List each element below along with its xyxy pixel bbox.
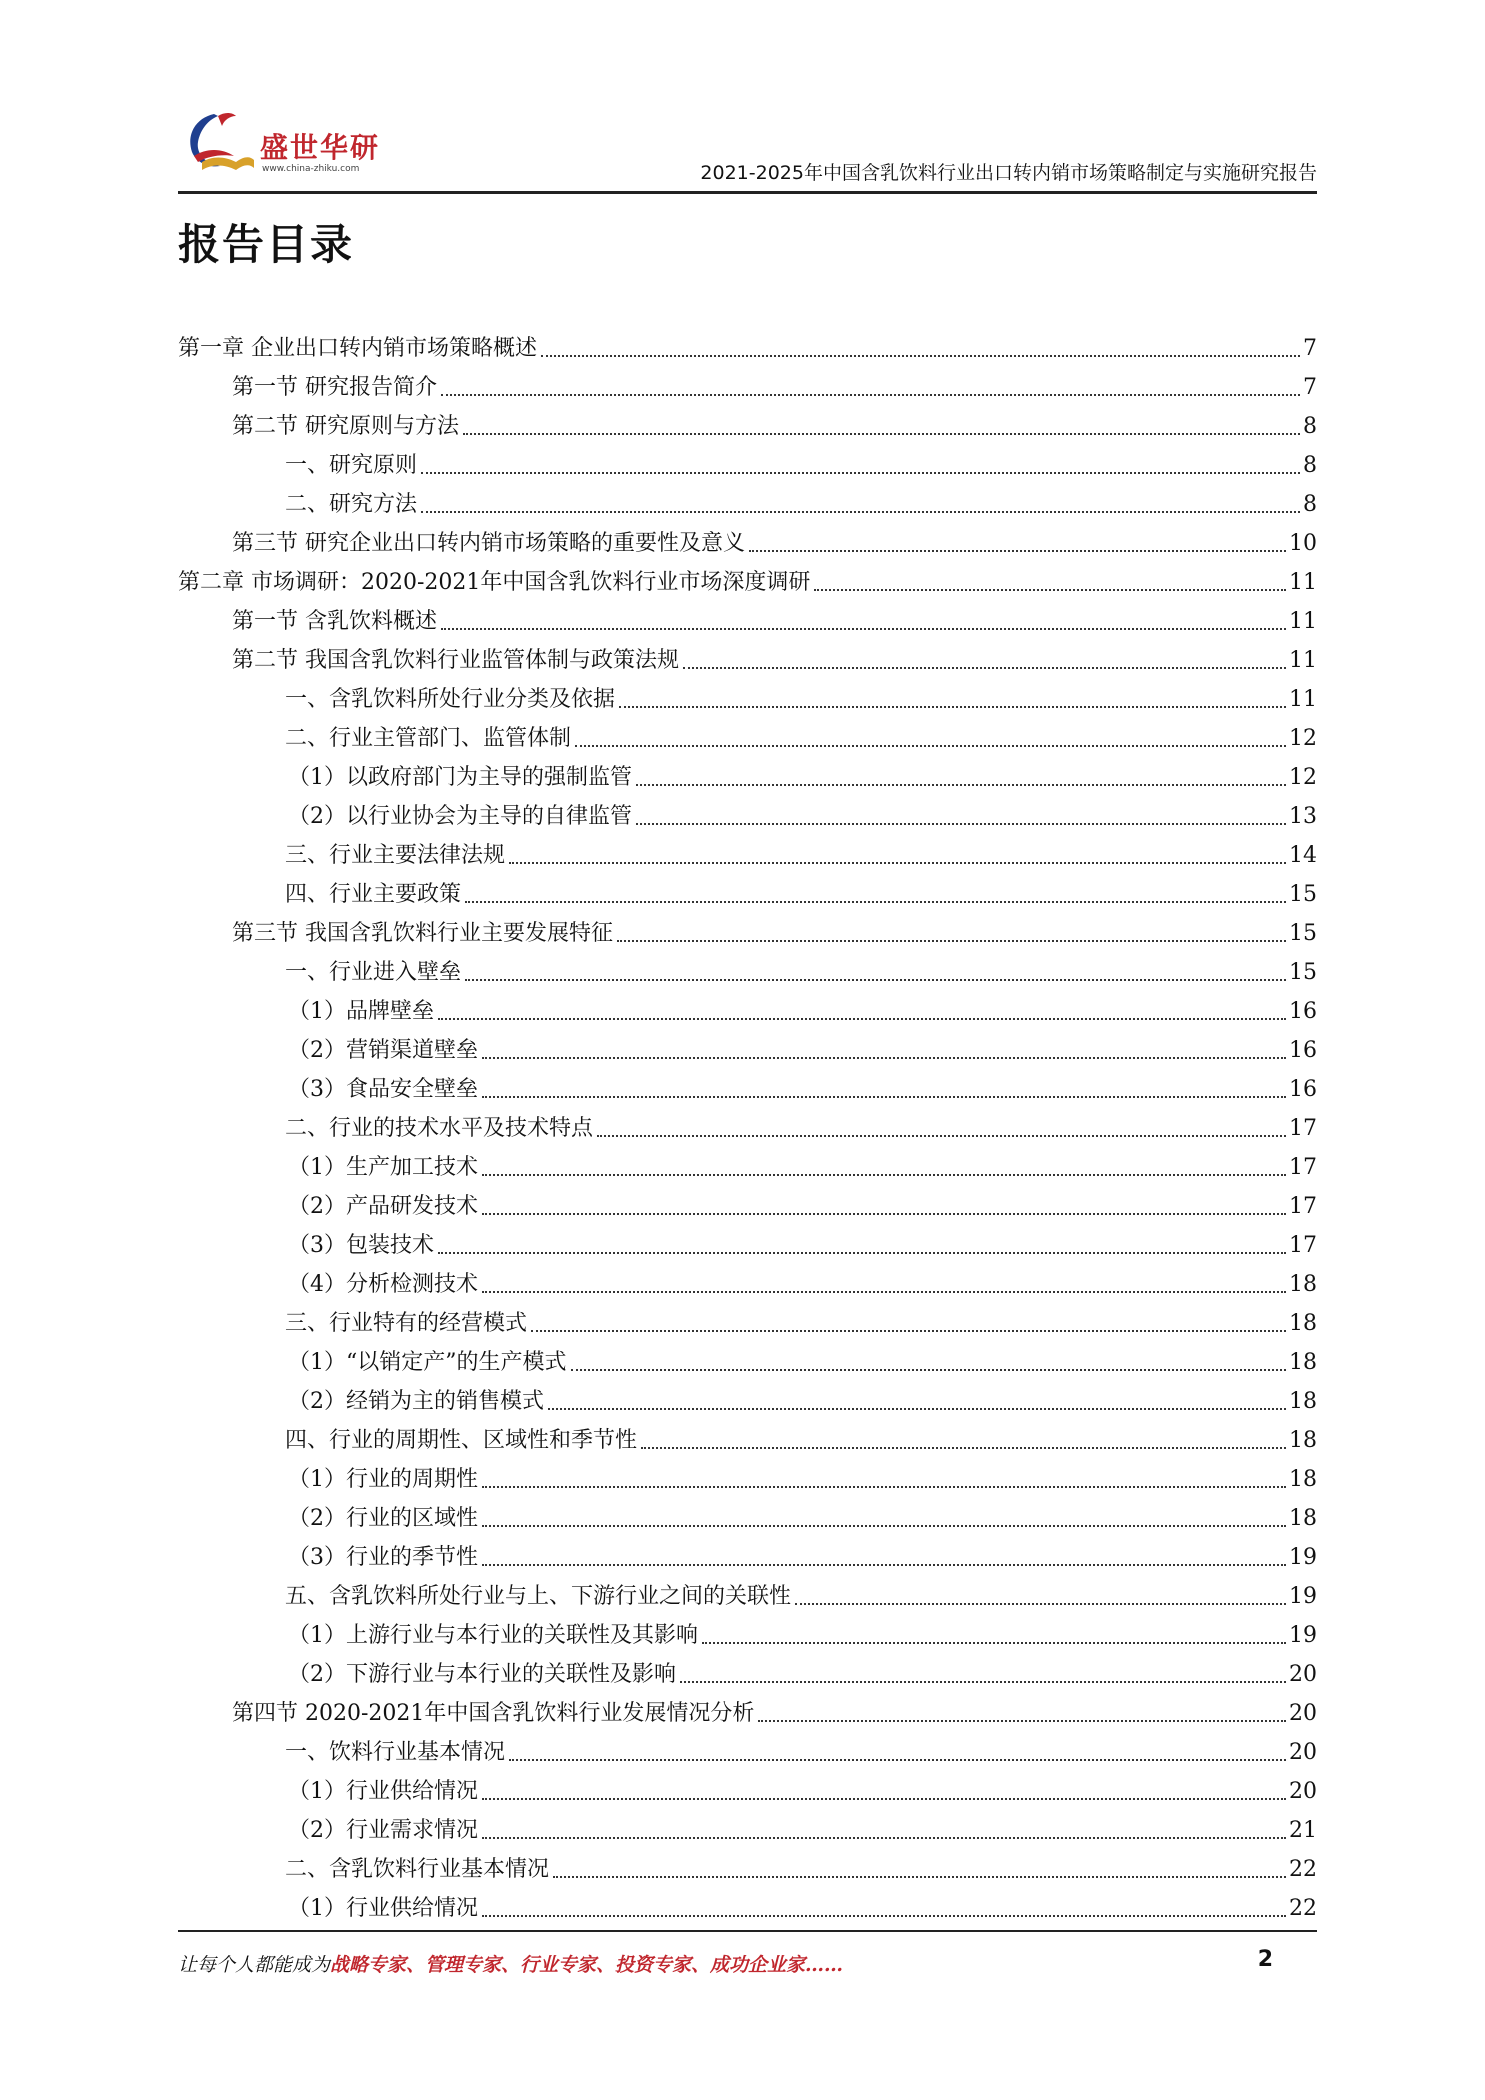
toc-dot-leader [680, 1681, 1286, 1683]
toc-entry[interactable] [178, 1533, 1317, 1572]
toc-entry-label: 第一章 企业出口转内销市场策略概述 [178, 336, 537, 361]
toc-dot-leader [619, 706, 1286, 708]
toc-entry-label: 二、行业主管部门、监管体制 [285, 726, 572, 751]
toc-entry-page: 17 [1289, 1233, 1317, 1258]
toc-entry[interactable] [178, 1065, 1317, 1104]
toc-entry[interactable] [178, 636, 1317, 675]
toc-dot-leader [641, 1447, 1286, 1449]
toc-dot-leader [575, 745, 1286, 747]
toc-entry-label: 二、含乳饮料行业基本情况 [285, 1857, 550, 1882]
toc-entry[interactable] [178, 1143, 1317, 1182]
toc-entry-page: 17 [1289, 1116, 1317, 1141]
toc-entry[interactable] [178, 1416, 1317, 1455]
toc-entry[interactable] [178, 1767, 1317, 1806]
footer-slogan-highlight: 战略专家、管理专家、行业专家、投资专家、成功企业家…… [330, 1954, 844, 1976]
toc-dot-leader [441, 628, 1286, 630]
toc-dot-leader [482, 1915, 1286, 1917]
toc-dot-leader [702, 1642, 1286, 1644]
toc-dot-leader [465, 979, 1286, 981]
toc-entry[interactable] [178, 753, 1317, 792]
toc-entry-label: 五、含乳饮料所处行业与上、下游行业之间的关联性 [285, 1584, 792, 1609]
toc-dot-leader [571, 1369, 1287, 1371]
toc-entry-page: 13 [1289, 804, 1317, 829]
toc-entry-page: 10 [1289, 531, 1317, 556]
toc-dot-leader [482, 1564, 1286, 1566]
toc-entry[interactable] [178, 1806, 1317, 1845]
toc-dot-leader [482, 1798, 1286, 1800]
toc-entry-label: （1）行业供给情况 [288, 1779, 478, 1804]
toc-entry-page: 20 [1289, 1740, 1317, 1765]
toc-entry-page: 19 [1289, 1584, 1317, 1609]
toc-dot-leader [531, 1330, 1286, 1332]
toc-entry-page: 15 [1289, 960, 1317, 985]
toc-entry-page: 19 [1289, 1623, 1317, 1648]
toc-dot-leader [617, 940, 1286, 942]
company-logo [178, 104, 388, 184]
toc-entry-page: 20 [1289, 1779, 1317, 1804]
toc-entry[interactable] [178, 519, 1317, 558]
toc-entry[interactable] [178, 1728, 1317, 1767]
toc-dot-leader [597, 1135, 1286, 1137]
toc-entry[interactable] [178, 363, 1317, 402]
toc-dot-leader [758, 1720, 1286, 1722]
toc-entry[interactable] [178, 1221, 1317, 1260]
toc-dot-leader [636, 823, 1286, 825]
toc-entry[interactable] [178, 870, 1317, 909]
toc-entry-label: （3）行业的季节性 [288, 1545, 478, 1570]
toc-dot-leader [421, 472, 1300, 474]
toc-entry[interactable] [178, 480, 1317, 519]
toc-entry-page: 18 [1289, 1428, 1317, 1453]
toc-entry[interactable] [178, 831, 1317, 870]
toc-entry-label: （2）产品研发技术 [288, 1194, 478, 1219]
toc-entry-page: 11 [1289, 570, 1317, 595]
toc-dot-leader [814, 589, 1286, 591]
toc-entry-label: （2）经销为主的销售模式 [288, 1389, 544, 1414]
toc-entry-label: 第二节 我国含乳饮料行业监管体制与政策法规 [232, 648, 679, 673]
toc-entry-page: 16 [1289, 1038, 1317, 1063]
toc-entry-label: （3）食品安全壁垒 [288, 1077, 478, 1102]
toc-entry-page: 18 [1289, 1272, 1317, 1297]
toc-dot-leader [438, 1252, 1286, 1254]
toc-entry-page: 21 [1289, 1818, 1317, 1843]
toc-entry-label: （2）营销渠道壁垒 [288, 1038, 478, 1063]
toc-entry-label: （1）行业的周期性 [288, 1467, 478, 1492]
logo-url: www.china-zhiku.com [262, 164, 360, 174]
toc-entry-label: 第四节 2020-2021年中国含乳饮料行业发展情况分析 [232, 1701, 755, 1726]
footer-slogan [178, 1950, 843, 1977]
toc-entry-label: 第一节 含乳饮料概述 [232, 609, 437, 634]
logo-text: 盛世华研 [260, 131, 381, 164]
toc-dot-leader [636, 784, 1286, 786]
toc-entry[interactable] [178, 792, 1317, 831]
toc-entry[interactable] [178, 1182, 1317, 1221]
toc-dot-leader [421, 511, 1300, 513]
toc-entry-page: 16 [1289, 999, 1317, 1024]
toc-dot-leader [683, 667, 1286, 669]
toc-entry[interactable] [178, 597, 1317, 636]
toc-entry-label: （2）行业的区域性 [288, 1506, 478, 1531]
toc-entry-page: 22 [1289, 1896, 1317, 1921]
toc-entry-page: 11 [1289, 687, 1317, 712]
toc-entry-page: 12 [1289, 765, 1317, 790]
toc-entry[interactable] [178, 1572, 1317, 1611]
table-of-contents [178, 324, 1317, 1923]
toc-entry[interactable] [178, 1104, 1317, 1143]
toc-entry-page: 15 [1289, 921, 1317, 946]
toc-entry[interactable] [178, 558, 1317, 597]
toc-entry-label: （2）下游行业与本行业的关联性及影响 [288, 1662, 676, 1687]
toc-entry-page: 16 [1289, 1077, 1317, 1102]
toc-entry[interactable] [178, 1338, 1317, 1377]
toc-entry-page: 11 [1289, 648, 1317, 673]
toc-entry-label: （1）品牌壁垒 [288, 999, 434, 1024]
toc-dot-leader [509, 862, 1286, 864]
toc-entry-label: 二、研究方法 [285, 492, 418, 517]
toc-entry-label: （1）上游行业与本行业的关联性及其影响 [288, 1623, 698, 1648]
page-header [0, 0, 1485, 200]
toc-entry[interactable] [178, 1377, 1317, 1416]
toc-entry[interactable] [178, 441, 1317, 480]
toc-dot-leader [482, 1096, 1286, 1098]
footer-divider [178, 1930, 1317, 1932]
toc-entry[interactable] [178, 402, 1317, 441]
toc-entry-label: （2）以行业协会为主导的自律监管 [288, 804, 632, 829]
toc-dot-leader [438, 1018, 1286, 1020]
toc-entry-page: 14 [1289, 843, 1317, 868]
header-divider [178, 191, 1317, 194]
toc-entry-page: 19 [1289, 1545, 1317, 1570]
toc-entry-label: 第二节 研究原则与方法 [232, 414, 459, 439]
toc-entry-page: 17 [1289, 1194, 1317, 1219]
toc-entry-label: 四、行业主要政策 [285, 882, 462, 907]
toc-entry-label: 四、行业的周期性、区域性和季节性 [285, 1428, 638, 1453]
toc-entry-page: 18 [1289, 1350, 1317, 1375]
footer-slogan-prefix: 让每个人都能成为 [178, 1954, 331, 1976]
toc-entry[interactable] [178, 1611, 1317, 1650]
toc-dot-leader [509, 1759, 1286, 1761]
toc-entry-label: 第一节 研究报告简介 [232, 375, 437, 400]
toc-entry-label: （1）以政府部门为主导的强制监管 [288, 765, 632, 790]
page-number: 2 [1257, 1947, 1273, 1972]
toc-entry[interactable] [178, 948, 1317, 987]
toc-entry[interactable] [178, 714, 1317, 753]
toc-entry[interactable] [178, 675, 1317, 714]
toc-entry-page: 22 [1289, 1857, 1317, 1882]
toc-dot-leader [749, 550, 1286, 552]
toc-entry-page: 8 [1303, 414, 1317, 439]
toc-entry-page: 7 [1303, 375, 1317, 400]
toc-entry-page: 17 [1289, 1155, 1317, 1180]
toc-entry-label: 三、行业特有的经营模式 [285, 1311, 528, 1336]
toc-entry-label: 第三节 研究企业出口转内销市场策略的重要性及意义 [232, 531, 745, 556]
toc-dot-leader [795, 1603, 1286, 1605]
toc-entry[interactable] [178, 1650, 1317, 1689]
toc-entry[interactable] [178, 909, 1317, 948]
toc-entry-label: （4）分析检测技术 [288, 1272, 478, 1297]
toc-dot-leader [548, 1408, 1286, 1410]
toc-entry[interactable] [178, 1689, 1317, 1728]
document-title: 2021-2025年中国含乳饮料行业出口转内销市场策略制定与实施研究报告 [700, 162, 1317, 184]
toc-entry-page: 7 [1303, 336, 1317, 361]
toc-dot-leader [465, 901, 1286, 903]
toc-entry-label: 第三节 我国含乳饮料行业主要发展特征 [232, 921, 613, 946]
toc-entry-page: 12 [1289, 726, 1317, 751]
toc-dot-leader [482, 1057, 1286, 1059]
toc-dot-leader [441, 394, 1300, 396]
toc-entry[interactable] [178, 1494, 1317, 1533]
toc-dot-leader [482, 1174, 1286, 1176]
logo-emblem-icon [178, 104, 258, 184]
toc-entry-label: 二、行业的技术水平及技术特点 [285, 1116, 594, 1141]
toc-entry-label: 三、行业主要法律法规 [285, 843, 506, 868]
toc-dot-leader [482, 1837, 1286, 1839]
toc-entry[interactable] [178, 1299, 1317, 1338]
toc-entry-page: 20 [1289, 1662, 1317, 1687]
toc-entry-page: 18 [1289, 1311, 1317, 1336]
toc-entry-page: 18 [1289, 1467, 1317, 1492]
toc-entry-label: 一、含乳饮料所处行业分类及依据 [285, 687, 616, 712]
toc-dot-leader [463, 433, 1300, 435]
toc-dot-leader [482, 1291, 1286, 1293]
toc-entry-page: 8 [1303, 492, 1317, 517]
toc-entry-page: 8 [1303, 453, 1317, 478]
toc-entry-label: （1）行业供给情况 [288, 1896, 478, 1921]
toc-entry-label: （1）生产加工技术 [288, 1155, 478, 1180]
toc-entry[interactable] [178, 1455, 1317, 1494]
toc-dot-leader [482, 1486, 1286, 1488]
toc-entry-label: 一、饮料行业基本情况 [285, 1740, 506, 1765]
toc-entry-page: 11 [1289, 609, 1317, 634]
toc-entry-page: 18 [1289, 1389, 1317, 1414]
toc-dot-leader [541, 355, 1300, 357]
toc-entry[interactable] [178, 987, 1317, 1026]
toc-entry[interactable] [178, 1845, 1317, 1884]
toc-entry[interactable] [178, 1026, 1317, 1065]
toc-entry[interactable] [178, 324, 1317, 363]
toc-entry-label: 一、研究原则 [285, 453, 418, 478]
toc-entry-page: 20 [1289, 1701, 1317, 1726]
toc-entry[interactable] [178, 1260, 1317, 1299]
toc-dot-leader [482, 1213, 1286, 1215]
toc-entry-label: （1）“以销定产”的生产模式 [288, 1350, 567, 1375]
toc-dot-leader [553, 1876, 1286, 1878]
toc-dot-leader [482, 1525, 1286, 1527]
toc-entry-label: （2）行业需求情况 [288, 1818, 478, 1843]
toc-entry-page: 15 [1289, 882, 1317, 907]
toc-entry[interactable] [178, 1884, 1317, 1923]
toc-entry-label: 第二章 市场调研：2020-2021年中国含乳饮料行业市场深度调研 [178, 570, 811, 595]
toc-heading: 报告目录 [178, 220, 355, 269]
toc-entry-label: 一、行业进入壁垒 [285, 960, 462, 985]
toc-entry-page: 18 [1289, 1506, 1317, 1531]
toc-entry-label: （3）包装技术 [288, 1233, 434, 1258]
